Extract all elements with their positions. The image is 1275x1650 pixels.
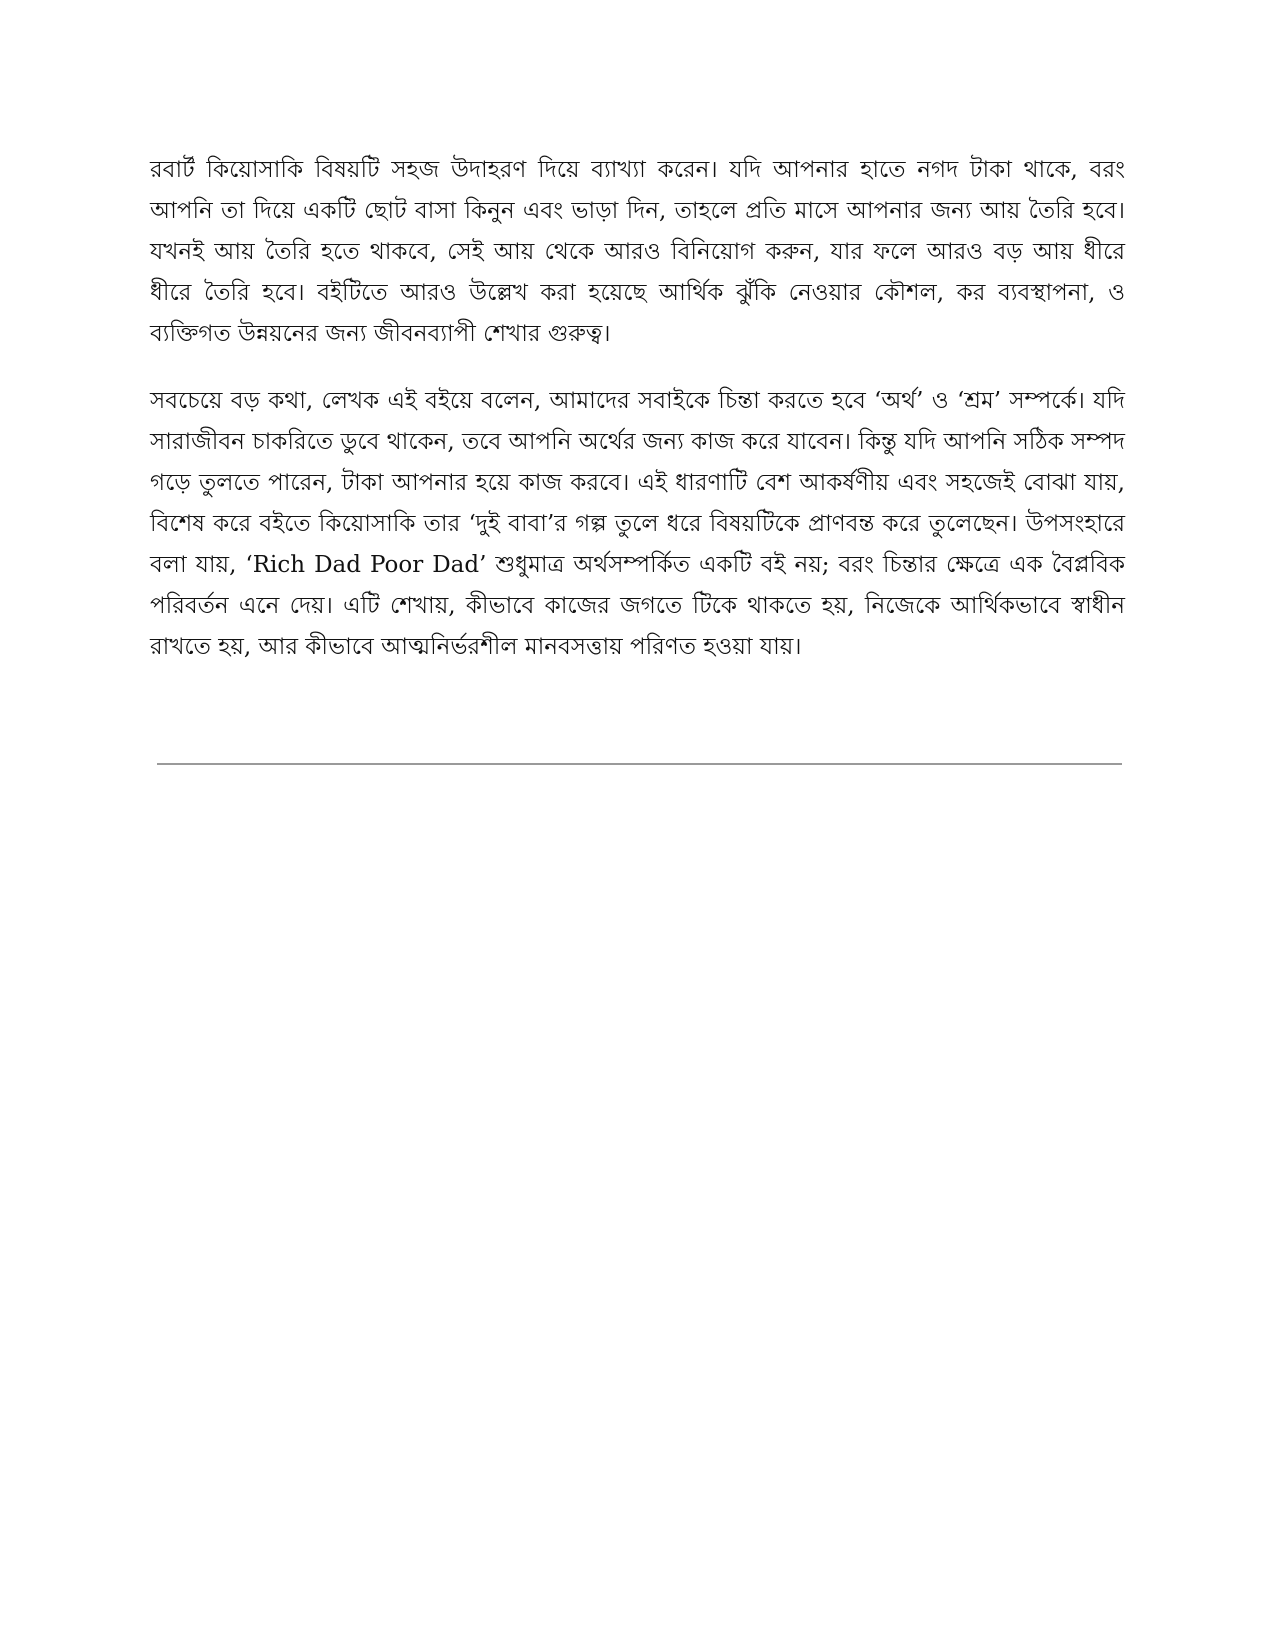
paragraph-1: রবার্ট কিয়োসাকি বিষয়টি সহজ উদাহরণ দিয়ে ব্যাখ্যা করেন। যদি আপনার হাতে নগদ টাকা থাকে, বরং আপনি তা দিয়ে একটি ছোট বাসা কিনুন এবং ভাড়া দিন, তাহলে প্রতি মাসে আপনার জন্য আয় তৈরি হবে। যখনই আয় তৈরি হতে থাকবে, সেই আয় থেকে আরও বিনিয়োগ করুন, যার ফলে আরও বড় আয় ধীরে ধীরে তৈরি হবে। বইটিতে আরও উল্লেখ করা হয়েছে আর্থিক ঝুঁকি নেওয়ার কৌশল, কর ব্যবস্থাপনা, ও ব্যক্তিগত উন্নয়নের জন্য জীবনব্যাপী শেখার গুরুত্ব। [150,157,1125,347]
horizontal-divider [157,763,1122,765]
paragraph-2: সবচেয়ে বড় কথা, লেখক এই বইয়ে বলেন, আমাদের সবাইকে চিন্তা করতে হবে ‘অর্থ’ ও ‘শ্রম’ সম্পর্কে। যদি সারাজীবন চাকরিতে ডুবে থাকেন, তবে আপনি অর্থের জন্য কাজ করে যাবেন। কিন্তু যদি আপনি সঠিক সম্পদ গড়ে তুলতে পারেন, টাকা আপনার হয়ে কাজ করবে। এই ধারণাটি বেশ আকর্ষণীয় এবং সহজেই বোঝা যায়, বিশেষ করে বইতে কিয়োসাকি তার ‘দুই বাবা’র গল্প তুলে ধরে বিষয়টিকে প্রাণবন্ত করে তুলেছেন। উপসংহারে বলা যায়, ‘Rich Dad Poor Dad’ শুধুমাত্র অর্থসম্পর্কিত একটি বই নয়; বরং চিন্তার ক্ষেত্রে এক বৈপ্লবিক পরিবর্তন এনে দেয়। এটি শেখায়, কীভাবে কাজের জগতে টিকে থাকতে হয়, নিজেকে আর্থিকভাবে স্বাধীন রাখতে হয়, আর কীভাবে আত্মনির্ভরশীল মানবসত্তায় পরিণত হওয়া যায়। [150,388,1125,660]
document-body [150,150,1125,694]
